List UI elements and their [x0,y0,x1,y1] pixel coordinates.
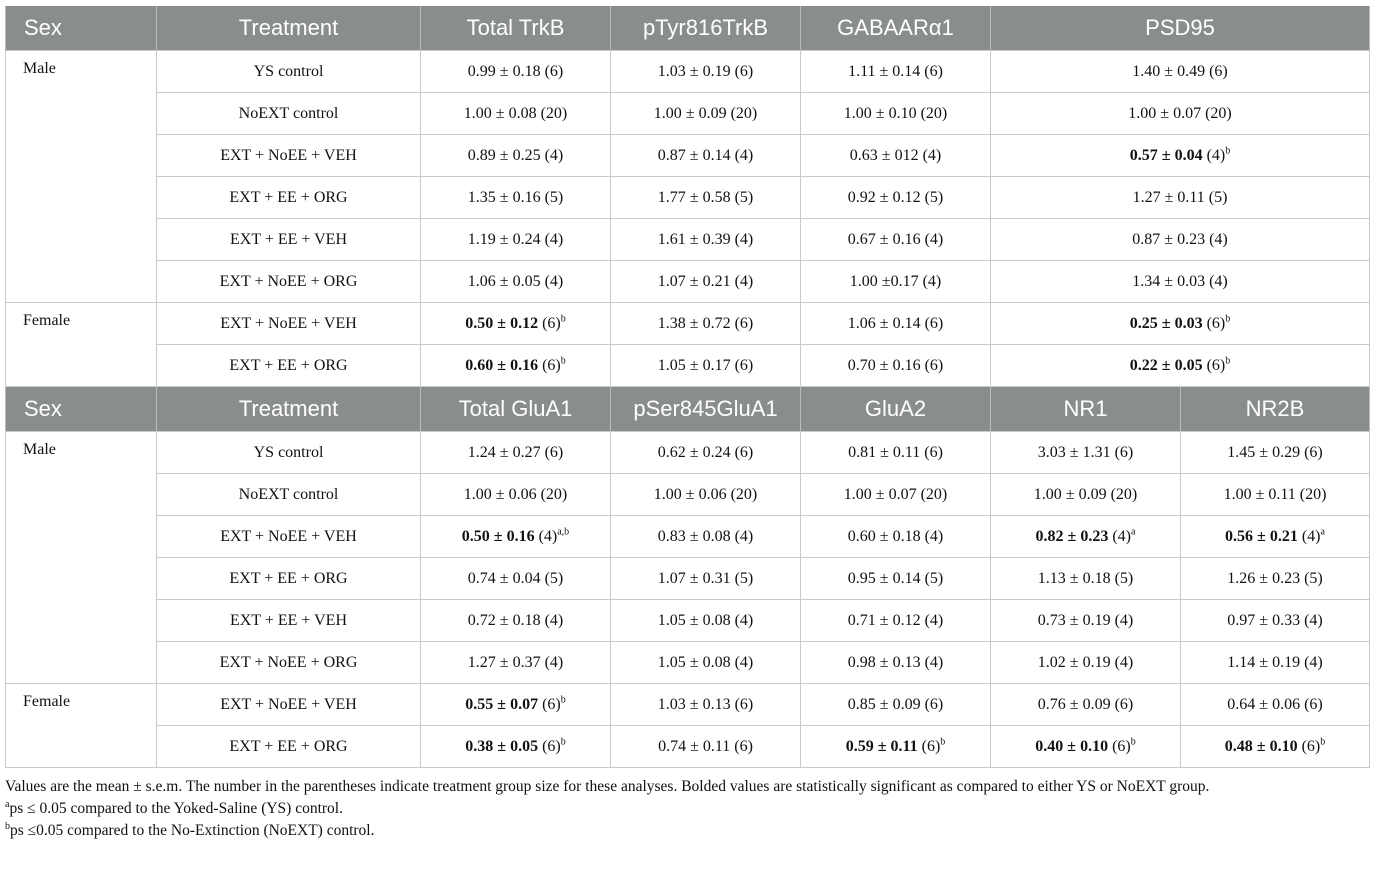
group-size: (6) [1112,737,1131,755]
value-cell [801,219,991,261]
mean-sem-value: 1.03 ± 0.19 [657,62,731,80]
value-cell [611,177,801,219]
treatment-cell: EXT + NoEE + VEH [157,303,421,345]
mean-sem-value: 0.76 ± 0.09 [1037,695,1111,713]
mean-sem-value: 1.27 ± 0.37 [467,653,541,671]
value-cell [991,303,1370,345]
header-sex: Sex [6,6,157,51]
mean-sem-value: 0.48 ± 0.10 [1224,737,1298,755]
group-size: (6) [734,737,753,755]
group-size: (20) [730,485,758,503]
table-row [6,303,1370,345]
mean-sem-value: 0.83 ± 0.08 [657,527,731,545]
table-row [6,177,1370,219]
value-cell [611,516,801,558]
value-cell [991,261,1370,303]
value-cell [611,474,801,516]
value-cell [421,600,611,642]
treatment-cell: YS control [157,432,421,474]
value-cell [801,345,991,387]
value-cell [611,600,801,642]
treatment-cell: EXT + NoEE + ORG [157,261,421,303]
value-cell [421,345,611,387]
table-2 [5,387,1370,768]
mean-sem-value: 0.72 ± 0.18 [467,611,541,629]
group-size: (6) [924,314,944,332]
header-treatment: Treatment [157,6,421,51]
mean-sem-value: 1.00 ± 0.09 [653,104,727,122]
group-size: (6) [734,314,754,332]
value-cell [611,135,801,177]
value-cell [801,474,991,516]
mean-sem-value: 0.87 ± 0.14 [657,146,731,164]
group-size: (6) [1301,737,1321,755]
group-size: (4) [734,230,754,248]
significance-mark: b [1130,736,1136,748]
group-size: (5) [734,569,754,587]
mean-sem-value: 0.95 ± 0.14 [847,569,921,587]
value-cell [421,219,611,261]
group-size: (6) [544,443,564,461]
mean-sem-value: 1.19 ± 0.24 [467,230,541,248]
header-gabaara1: GABAARα1 [801,6,991,51]
mean-sem-value: 1.38 ± 0.72 [657,314,731,332]
significance-mark: b [1320,736,1326,748]
table-row [6,135,1370,177]
value-cell [611,93,801,135]
footnote-b-text: ps ≤0.05 compared to the No-Extinction (NoEXT) control. [10,822,375,839]
group-size: (6) [924,695,944,713]
value-cell [801,432,991,474]
mean-sem-value: 0.87 ± 0.23 [1132,230,1206,248]
mean-sem-value: 1.40 ± 0.49 [1132,62,1206,80]
value-cell [991,219,1370,261]
value-cell [611,432,801,474]
group-size: (6) [542,695,561,713]
mean-sem-value: 0.40 ± 0.10 [1035,737,1109,755]
value-cell [611,558,801,600]
mean-sem-value: 0.99 ± 0.18 [467,62,541,80]
mean-sem-value: 0.70 ± 0.16 [847,356,921,374]
group-size: (4) [924,527,944,545]
value-cell [421,135,611,177]
value-cell [421,177,611,219]
value-cell [991,558,1181,600]
value-cell [421,726,611,768]
mean-sem-value: 0.97 ± 0.33 [1227,611,1301,629]
mean-sem-value: 1.00 ± 0.07 [843,485,917,503]
mean-sem-value: 1.27 ± 0.11 [1132,188,1205,206]
mean-sem-value: 0.59 ± 0.11 [845,737,918,755]
group-size: (5) [544,188,564,206]
mean-sem-value: 0.50 ± 0.16 [461,527,535,545]
value-cell [801,558,991,600]
significance-mark: b [560,694,566,706]
group-size: (4) [1114,653,1134,671]
header-ptyr816trkb: pTyr816TrkB [611,6,801,51]
mean-sem-value: 1.45 ± 0.29 [1227,443,1301,461]
group-size: (6) [921,737,941,755]
value-cell [421,303,611,345]
mean-sem-value: 1.00 ± 0.11 [1223,485,1296,503]
group-size: (6) [734,443,754,461]
value-cell [1181,642,1370,684]
value-cell [801,177,991,219]
value-cell [421,93,611,135]
group-size: (6) [734,695,754,713]
table-row [6,345,1370,387]
mean-sem-value: 1.06 ± 0.05 [467,272,541,290]
treatment-cell: NoEXT control [157,93,421,135]
significance-mark: b [1225,313,1231,325]
group-size: (4) [1206,146,1226,164]
group-size: (6) [734,62,754,80]
table-row [6,558,1370,600]
group-size: (4) [734,611,754,629]
group-size: (6) [1304,695,1323,713]
group-size: (4) [1304,653,1323,671]
mean-sem-value: 0.98 ± 0.13 [847,653,921,671]
mean-sem-value: 0.55 ± 0.07 [465,695,539,713]
group-size: (4) [1112,527,1131,545]
footnote-a [5,798,1367,820]
value-cell [991,51,1370,93]
mean-sem-value: 1.61 ± 0.39 [657,230,731,248]
treatment-cell: EXT + NoEE + VEH [157,135,421,177]
value-cell [991,177,1370,219]
treatment-cell: EXT + EE + ORG [157,558,421,600]
notes-main: Values are the mean ± s.e.m. The number in the parentheses indicate treatment group size for these analyses. Bolded values are statistically significant as compared to either YS or NoEXT group. [5,778,1210,795]
group-size: (6) [924,62,943,80]
value-cell [801,600,991,642]
value-cell [421,432,611,474]
value-cell [801,93,991,135]
mean-sem-value: 1.07 ± 0.21 [657,272,731,290]
footnote-b [5,820,1367,842]
value-cell [801,684,991,726]
group-size: (4) [1114,611,1134,629]
mean-sem-value: 1.07 ± 0.31 [657,569,731,587]
group-size: (20) [730,104,758,122]
table-1-header-row [6,6,1370,51]
mean-sem-value: 0.89 ± 0.25 [467,146,541,164]
treatment-cell: EXT + EE + VEH [157,600,421,642]
table-notes [5,776,1367,842]
table-row [6,684,1370,726]
value-cell [991,432,1181,474]
value-cell [421,261,611,303]
mean-sem-value: 1.02 ± 0.19 [1037,653,1111,671]
mean-sem-value: 0.67 ± 0.16 [847,230,921,248]
group-size: (6) [1304,443,1323,461]
group-size: (6) [542,314,561,332]
group-size: (6) [542,737,561,755]
group-size: (4) [922,272,942,290]
value-cell [991,642,1181,684]
value-cell [1181,726,1370,768]
group-size: (20) [1110,485,1138,503]
mean-sem-value: 1.06 ± 0.14 [847,314,921,332]
value-cell [991,93,1370,135]
value-cell [1181,558,1370,600]
table-row [6,516,1370,558]
group-size: (4) [544,146,564,164]
value-cell [611,684,801,726]
group-size: (4) [1304,611,1323,629]
mean-sem-value: 1.00 ±0.17 [849,272,919,290]
mean-sem-value: 0.56 ± 0.21 [1225,527,1298,545]
header-total-glua1: Total GluA1 [421,387,611,432]
treatment-cell: YS control [157,51,421,93]
group-size: (4) [544,230,564,248]
value-cell [1181,600,1370,642]
group-size: (6) [1206,314,1226,332]
sex-cell-male: Male [6,51,157,303]
significance-mark: b [1225,355,1231,367]
treatment-cell: EXT + EE + VEH [157,219,421,261]
significance-mark: a,b [557,526,570,538]
group-size: (4) [734,272,754,290]
value-cell [421,642,611,684]
table-2-header-row [6,387,1370,432]
group-size: (4) [924,653,944,671]
value-cell [801,135,991,177]
value-cell [611,219,801,261]
group-size: (20) [540,104,568,122]
value-cell [801,516,991,558]
group-size: (20) [920,485,948,503]
value-cell [991,516,1181,558]
group-size: (4) [1301,527,1321,545]
group-size: (4) [924,611,944,629]
mean-sem-value: 0.81 ± 0.11 [848,443,921,461]
mean-sem-value: 1.05 ± 0.08 [657,611,731,629]
value-cell [1181,474,1370,516]
value-cell [991,726,1181,768]
table-row [6,600,1370,642]
table-row [6,474,1370,516]
group-size: (20) [540,485,568,503]
value-cell [1181,432,1370,474]
value-cell [801,642,991,684]
mean-sem-value: 3.03 ± 1.31 [1037,443,1111,461]
mean-sem-value: 0.74 ± 0.04 [467,569,541,587]
value-cell [611,726,801,768]
group-size: (5) [1208,188,1228,206]
mean-sem-value: 0.60 ± 0.16 [465,356,539,374]
mean-sem-value: 0.50 ± 0.12 [465,314,539,332]
mean-sem-value: 1.14 ± 0.19 [1227,653,1301,671]
table-row [6,51,1370,93]
significance-mark: a [1320,526,1325,538]
mean-sem-value: 1.26 ± 0.23 [1227,569,1301,587]
header-nr1: NR1 [991,387,1181,432]
mean-sem-value: 1.05 ± 0.08 [657,653,731,671]
mean-sem-value: 0.82 ± 0.23 [1035,527,1109,545]
group-size: (5) [734,188,754,206]
value-cell [611,303,801,345]
mean-sem-value: 0.71 ± 0.12 [847,611,921,629]
group-size: (6) [1206,356,1226,374]
group-size: (6) [1114,695,1134,713]
group-size: (4) [734,146,754,164]
group-size: (6) [1209,62,1228,80]
group-size: (6) [542,356,561,374]
value-cell [991,345,1370,387]
value-cell [421,558,611,600]
group-size: (4) [544,611,564,629]
header-nr2b: NR2B [1181,387,1370,432]
group-size: (6) [544,62,564,80]
group-size: (20) [1299,485,1327,503]
mean-sem-value: 1.34 ± 0.03 [1132,272,1206,290]
group-size: (5) [924,188,944,206]
header-treatment: Treatment [157,387,421,432]
mean-sem-value: 1.35 ± 0.16 [467,188,541,206]
header-sex: Sex [6,387,157,432]
mean-sem-value: 1.00 ± 0.10 [843,104,917,122]
mean-sem-value: 1.00 ± 0.06 [463,485,537,503]
value-cell [421,516,611,558]
table-row [6,261,1370,303]
value-cell [421,684,611,726]
value-cell [801,51,991,93]
value-cell [611,51,801,93]
mean-sem-value: 0.73 ± 0.19 [1037,611,1111,629]
mean-sem-value: 0.63 ± 012 [849,146,919,164]
table-row [6,642,1370,684]
group-size: (4) [924,230,944,248]
value-cell [611,345,801,387]
group-size: (5) [1304,569,1323,587]
sex-cell-female: Female [6,303,157,387]
value-cell [611,642,801,684]
group-size: (5) [1114,569,1134,587]
group-size: (4) [1209,272,1228,290]
group-size: (4) [544,653,564,671]
value-cell [801,261,991,303]
mean-sem-value: 1.00 ± 0.06 [653,485,727,503]
mean-sem-value: 0.92 ± 0.12 [847,188,921,206]
header-glua2: GluA2 [801,387,991,432]
significance-mark: b [940,736,946,748]
table-row [6,726,1370,768]
group-size: (4) [734,653,754,671]
group-size: (6) [924,443,943,461]
value-cell [611,261,801,303]
table-1 [5,6,1370,387]
mean-sem-value: 1.13 ± 0.18 [1037,569,1111,587]
footnote-a-mark: a [5,798,10,810]
value-cell [1181,684,1370,726]
value-cell [991,474,1181,516]
mean-sem-value: 1.00 ± 0.09 [1033,485,1107,503]
mean-sem-value: 1.00 ± 0.08 [463,104,537,122]
table-row [6,219,1370,261]
header-psd95: PSD95 [991,6,1370,51]
significance-mark: b [560,355,566,367]
value-cell [1181,516,1370,558]
group-size: (20) [920,104,948,122]
group-size: (4) [538,527,558,545]
value-cell [991,135,1370,177]
value-cell [801,303,991,345]
value-cell [421,51,611,93]
group-size: (6) [924,356,944,374]
significance-mark: a [1130,526,1136,538]
significance-mark: b [1225,145,1231,157]
mean-sem-value: 0.57 ± 0.04 [1129,146,1203,164]
header-total-trkb: Total TrkB [421,6,611,51]
value-cell [801,726,991,768]
treatment-cell: NoEXT control [157,474,421,516]
treatment-cell: EXT + EE + ORG [157,345,421,387]
sex-cell-male: Male [6,432,157,684]
mean-sem-value: 1.11 ± 0.14 [848,62,921,80]
treatment-cell: EXT + EE + ORG [157,726,421,768]
group-size: (4) [922,146,942,164]
mean-sem-value: 0.62 ± 0.24 [657,443,731,461]
group-size: (4) [1209,230,1228,248]
mean-sem-value: 1.03 ± 0.13 [657,695,731,713]
group-size: (4) [734,527,754,545]
group-size: (6) [1114,443,1134,461]
sex-cell-female: Female [6,684,157,768]
footnote-b-mark: b [5,820,10,832]
mean-sem-value: 0.64 ± 0.06 [1227,695,1301,713]
treatment-cell: EXT + EE + ORG [157,177,421,219]
mean-sem-value: 1.77 ± 0.58 [657,188,731,206]
mean-sem-value: 0.74 ± 0.11 [658,737,731,755]
value-cell [421,474,611,516]
treatment-cell: EXT + NoEE + ORG [157,642,421,684]
mean-sem-value: 0.22 ± 0.05 [1129,356,1203,374]
mean-sem-value: 0.60 ± 0.18 [847,527,921,545]
table-row [6,93,1370,135]
table-row [6,432,1370,474]
treatment-cell: EXT + NoEE + VEH [157,684,421,726]
group-size: (20) [1205,104,1232,122]
group-size: (5) [544,569,564,587]
group-size: (5) [924,569,944,587]
group-size: (6) [734,356,754,374]
treatment-cell: EXT + NoEE + VEH [157,516,421,558]
mean-sem-value: 0.38 ± 0.05 [465,737,539,755]
mean-sem-value: 1.05 ± 0.17 [657,356,731,374]
footnote-a-text: ps ≤ 0.05 compared to the Yoked-Saline (YS) control. [9,800,343,817]
mean-sem-value: 0.25 ± 0.03 [1129,314,1203,332]
significance-mark: b [560,313,566,325]
value-cell [991,684,1181,726]
mean-sem-value: 0.85 ± 0.09 [847,695,921,713]
group-size: (4) [544,272,564,290]
header-pser845glua1: pSer845GluA1 [611,387,801,432]
mean-sem-value: 1.24 ± 0.27 [467,443,541,461]
mean-sem-value: 1.00 ± 0.07 [1128,104,1202,122]
significance-mark: b [560,736,566,748]
value-cell [991,600,1181,642]
